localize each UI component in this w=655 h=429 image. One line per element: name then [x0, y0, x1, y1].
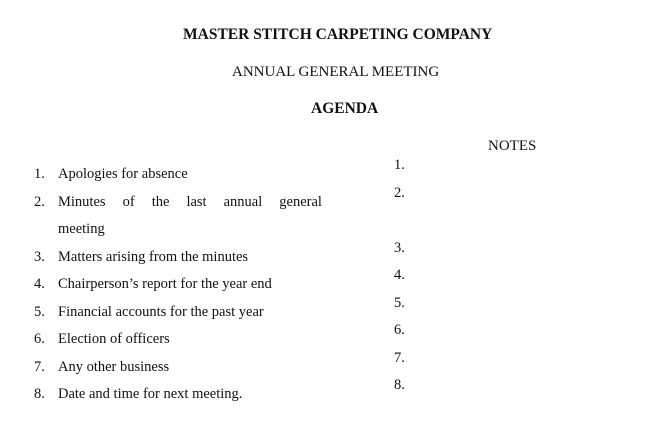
agenda-item-text: Any other business	[58, 359, 170, 375]
agenda-item-word: annual	[223, 194, 263, 210]
agenda-item-word: Minutes	[58, 194, 106, 210]
agenda-item-text: Chairperson’s report for the year end	[58, 276, 272, 292]
notes-number: 7.	[394, 350, 405, 366]
meeting-title: ANNUAL GENERAL MEETING	[232, 64, 440, 80]
agenda-item-number: 1.	[34, 166, 45, 182]
agenda-item-text: Election of officers	[58, 331, 170, 347]
agenda-item-number: 6.	[34, 331, 45, 347]
notes-number: 4.	[394, 267, 405, 283]
agenda-item-number: 7.	[34, 359, 45, 375]
agenda-item-continuation: meeting	[58, 221, 105, 237]
notes-number: 1.	[394, 157, 405, 173]
agenda-item-number: 4.	[34, 276, 45, 292]
notes-number: 3.	[394, 240, 405, 256]
agenda-item-word: general	[279, 194, 322, 210]
agenda-item-text: Financial accounts for the past year	[58, 304, 264, 320]
agenda-item-word: last	[186, 194, 207, 210]
agenda-item-text	[58, 194, 322, 211]
agenda-item-number: 3.	[34, 249, 45, 265]
agenda-item-number: 2.	[34, 194, 45, 210]
agenda-item-word: of	[122, 194, 135, 210]
agenda-item-text: Matters arising from the minutes	[58, 249, 249, 265]
notes-number: 6.	[394, 322, 405, 338]
agenda-item-number: 5.	[34, 304, 45, 320]
notes-number: 8.	[394, 377, 405, 393]
notes-heading: NOTES	[488, 138, 537, 154]
notes-number: 5.	[394, 295, 405, 311]
company-name: MASTER STITCH CARPETING COMPANY	[183, 26, 493, 43]
notes-number: 2.	[394, 185, 405, 201]
agenda-item-number: 8.	[34, 386, 45, 402]
agenda-item-text: Apologies for absence	[58, 166, 188, 182]
agenda-item-word: the	[151, 194, 170, 210]
agenda-item-text: Date and time for next meeting.	[58, 386, 243, 402]
agenda-heading: AGENDA	[311, 100, 379, 117]
